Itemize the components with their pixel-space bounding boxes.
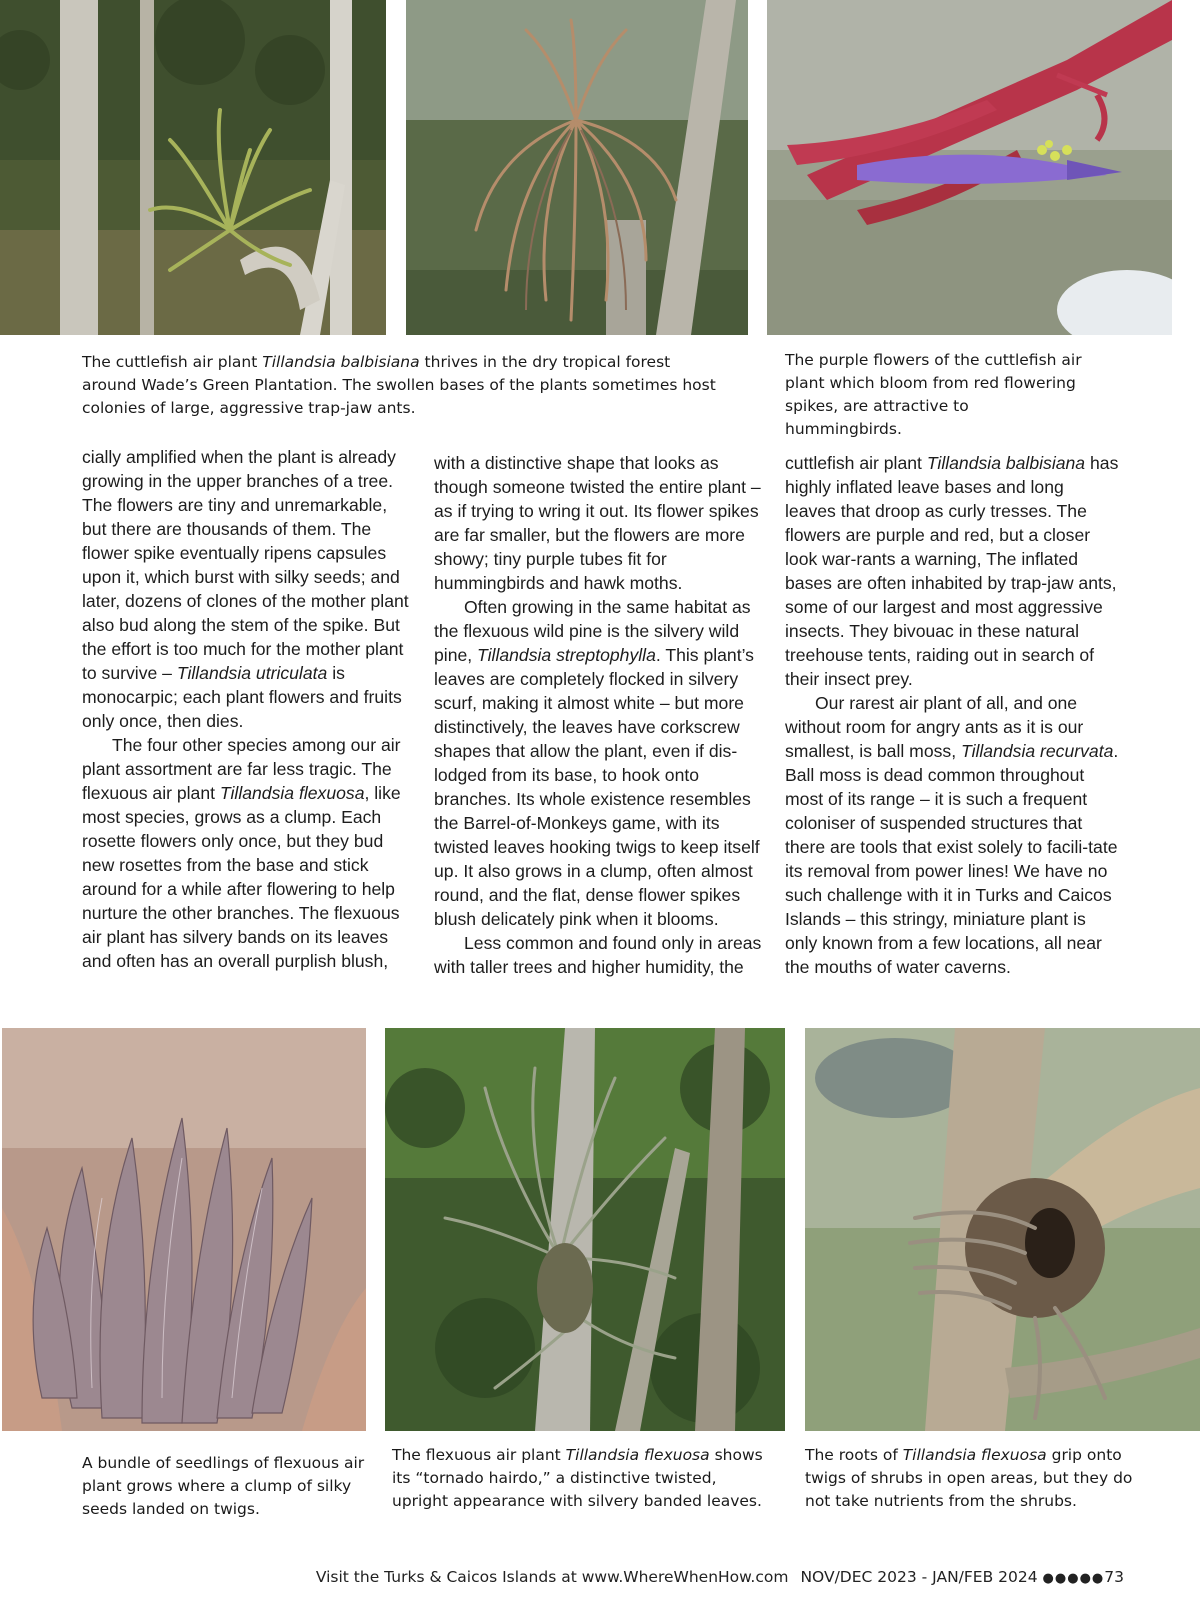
text: cially amplified when the plant is already growing in the upper branches of a tree. The flowers are tiny and unremarkable, but there are thousands of them. The flower spike eventually ripens capsules upon it, which burst with silky seeds; and later, dozens of clones of the mother plant also bud along the stem of the spike. But the effort is too much for the mother plant to survive –: [82, 447, 409, 683]
seedlings-image: [2, 1028, 366, 1431]
roots-on-twig-image: [805, 1028, 1200, 1431]
photo-cuttlefish-flower: [767, 0, 1172, 335]
caption-text: The purple flowers of the cuttlefish air plant which bloom from red flowering spikes, are attractive to hummingbirds.: [785, 351, 1082, 438]
caption-roots-grip: [805, 1444, 1145, 1513]
footer-issue: NOV/DEC 2023 - JAN/FEB 2024: [800, 1568, 1038, 1586]
caption-cuttlefish-forest: [82, 351, 718, 420]
paragraph: [434, 931, 768, 979]
text: Our rarest air plant of all, and one without room for angry ants as it is our smallest, is ball moss,: [785, 693, 1084, 761]
species-name: Tillandsia flexuosa: [902, 1446, 1047, 1464]
photo-cuttlefish-clump: [406, 0, 748, 335]
caption-seedlings: [82, 1452, 372, 1521]
species-name: Tillandsia flexuosa: [219, 783, 365, 803]
text: cuttlefish air plant: [785, 453, 927, 473]
footer-dots: ●●●●●: [1042, 1571, 1105, 1586]
article-column-2: [434, 451, 768, 979]
text: , like most species, grows as a clump. Each rosette flowers only once, but they bud new rosettes from the base and stick around for a while after flowering to help nurture the other branches. The flexuous air plant has silvery bands on its leaves and often has an overall purplish blush,: [82, 783, 401, 971]
caption-text: grip onto twigs of shrubs in open areas, but they do not take nutrients from the shrubs.: [805, 1446, 1133, 1510]
photo-seedlings-bundle: [2, 1028, 366, 1431]
forest-scene-image: [0, 0, 386, 335]
text: . Ball moss is dead common throughout most of its range – it is such a frequent coloniser of suspended structures that there are tools that exist solely to facili-tate its removal from power lines! We have no such challenge with it in Turks and Caicos Islands – this stringy, miniature plant is only known from a few locations, all near the mouths of water caverns.: [785, 741, 1119, 977]
species-name: Tillandsia balbisiana: [926, 453, 1086, 473]
text: Often growing in the same habitat as the flexuous wild pine is the silvery wild pine,: [434, 597, 751, 665]
text: The four other species among our air plant assortment are far less tragic. The flexuous air plant: [82, 735, 401, 803]
photo-tornado-hairdo: [385, 1028, 785, 1431]
page-number: 73: [1104, 1568, 1124, 1586]
paragraph: [785, 691, 1119, 979]
paragraph: [785, 451, 1119, 691]
species-name: Tillandsia streptophylla: [477, 645, 656, 665]
paragraph: [434, 451, 768, 595]
caption-text: The cuttlefish air plant: [82, 353, 263, 371]
text: Less common and found only in areas with taller trees and higher humidity, the: [434, 933, 762, 977]
photo-roots-grip: [805, 1028, 1200, 1431]
caption-text: The flexuous air plant: [392, 1446, 566, 1464]
species-name: Tillandsia balbisiana: [262, 353, 420, 371]
article-column-3: [785, 451, 1119, 979]
caption-text: thrives in the dry tropical forest around Wade’s Green Plantation. The swollen bases of the plants sometimes host colonies of large, aggressive trap-jaw ants.: [82, 353, 716, 417]
species-name: Tillandsia recurvata: [960, 741, 1114, 761]
air-plant-clump-image: [406, 0, 748, 335]
species-name: Tillandsia utriculata: [176, 663, 328, 683]
text: is monocarpic; each plant flowers and fruits only once, then dies.: [82, 663, 402, 731]
text: . This plant’s leaves are completely flocked in silvery scurf, making it almost white – but more distinctively, the leaves have corkscrew shapes that allow the plant, even if dis-lodged from its base, to hook onto branches. Its whole existence resembles the Barrel-of-Monkeys game, with its twisted leaves hooking twigs to keep itself up. It also grows in a clump, often almost round, and the flat, dense flower spikes blush delicately pink when it blooms.: [434, 645, 760, 929]
caption-text: A bundle of seedlings of flexuous air plant grows where a clump of silky seeds landed on twigs.: [82, 1454, 365, 1518]
page-footer: [0, 1568, 1124, 1586]
paragraph: [82, 733, 416, 973]
species-name: Tillandsia flexuosa: [565, 1446, 710, 1464]
footer-visit-link[interactable]: Visit the Turks & Caicos Islands at www.WhereWhenHow.com: [315, 1568, 789, 1586]
paragraph: [82, 445, 416, 733]
red-purple-flower-image: [767, 0, 1172, 335]
caption-text: The roots of: [805, 1446, 903, 1464]
caption-text: shows its “tornado hairdo,” a distinctive twisted, upright appearance with silvery banded leaves.: [392, 1446, 763, 1510]
text: with a distinctive shape that looks as though someone twisted the entire plant – as if trying to wring it out. Its flower spikes are far smaller, but the flowers are more showy; tiny purple tubes fit for hummingbirds and hawk moths.: [434, 453, 761, 593]
caption-cuttlefish-flower: [785, 349, 1085, 441]
caption-tornado-hairdo: [392, 1444, 772, 1513]
paragraph: [434, 595, 768, 931]
text: has highly inflated leave bases and long leaves that droop as curly tresses. The flowers are purple and red, but a closer look war-rants a warning, The inflated bases are often inhabited by trap-jaw ants, some of our largest and most aggressive insects. They bivouac in these natural treehouse tents, raiding out in search of their insect prey.: [785, 453, 1119, 689]
flexuosa-on-tree-image: [385, 1028, 785, 1431]
article-column-1: [82, 445, 416, 973]
photo-cuttlefish-forest: [0, 0, 386, 335]
